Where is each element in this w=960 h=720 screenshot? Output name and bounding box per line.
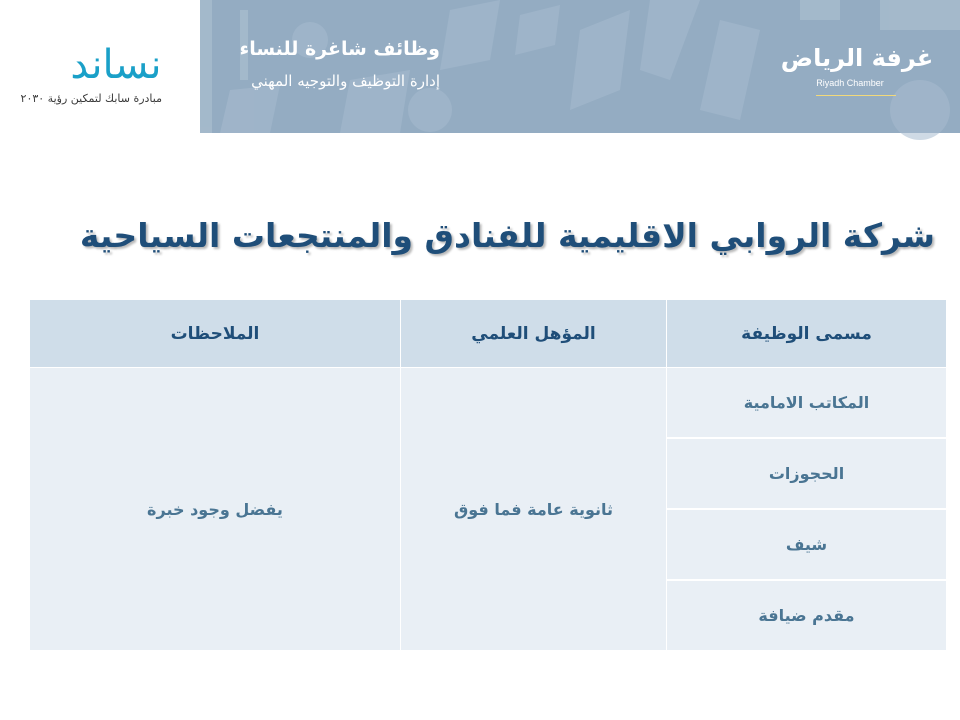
banner-title: وظائف شاغرة للنساء (239, 38, 440, 60)
nasand-wordmark: نساند (70, 42, 162, 88)
header (0, 0, 960, 133)
notes-cell: يفضل وجود خبرة (30, 368, 401, 652)
nasand-logo-area (0, 0, 200, 133)
nasand-logo-icon (66, 38, 166, 88)
qualification-cell: ثانوية عامة فما فوق (401, 368, 667, 652)
header-banner (200, 0, 960, 133)
header-job-title: مسمى الوظيفة (667, 300, 947, 368)
table-header-row (30, 300, 947, 368)
jobs-table (29, 299, 947, 652)
job-title-cell: مقدم ضيافة (667, 580, 947, 651)
header-qualification: المؤهل العلمي (401, 300, 667, 368)
job-title-cell: شيف (667, 509, 947, 580)
company-title: شركة الروابي الاقليمية للفنادق والمنتجعات السياحية (79, 216, 935, 255)
chamber-underline (816, 95, 896, 96)
chamber-name-ar: غرفة الرياض (780, 44, 934, 72)
banner-subtitle: إدارة التوظيف والتوجيه المهني (251, 72, 440, 90)
table-row (30, 368, 947, 439)
job-title-cell: الحجوزات (667, 438, 947, 509)
nasand-tagline: مبادرة سابك لتمكين رؤية ٢٠٣٠ (20, 92, 162, 105)
riyadh-chamber-logo-icon (780, 36, 934, 104)
header-notes: الملاحظات (30, 300, 401, 368)
chamber-name-en: Riyadh Chamber (816, 78, 884, 88)
job-title-cell: المكاتب الامامية (667, 368, 947, 439)
